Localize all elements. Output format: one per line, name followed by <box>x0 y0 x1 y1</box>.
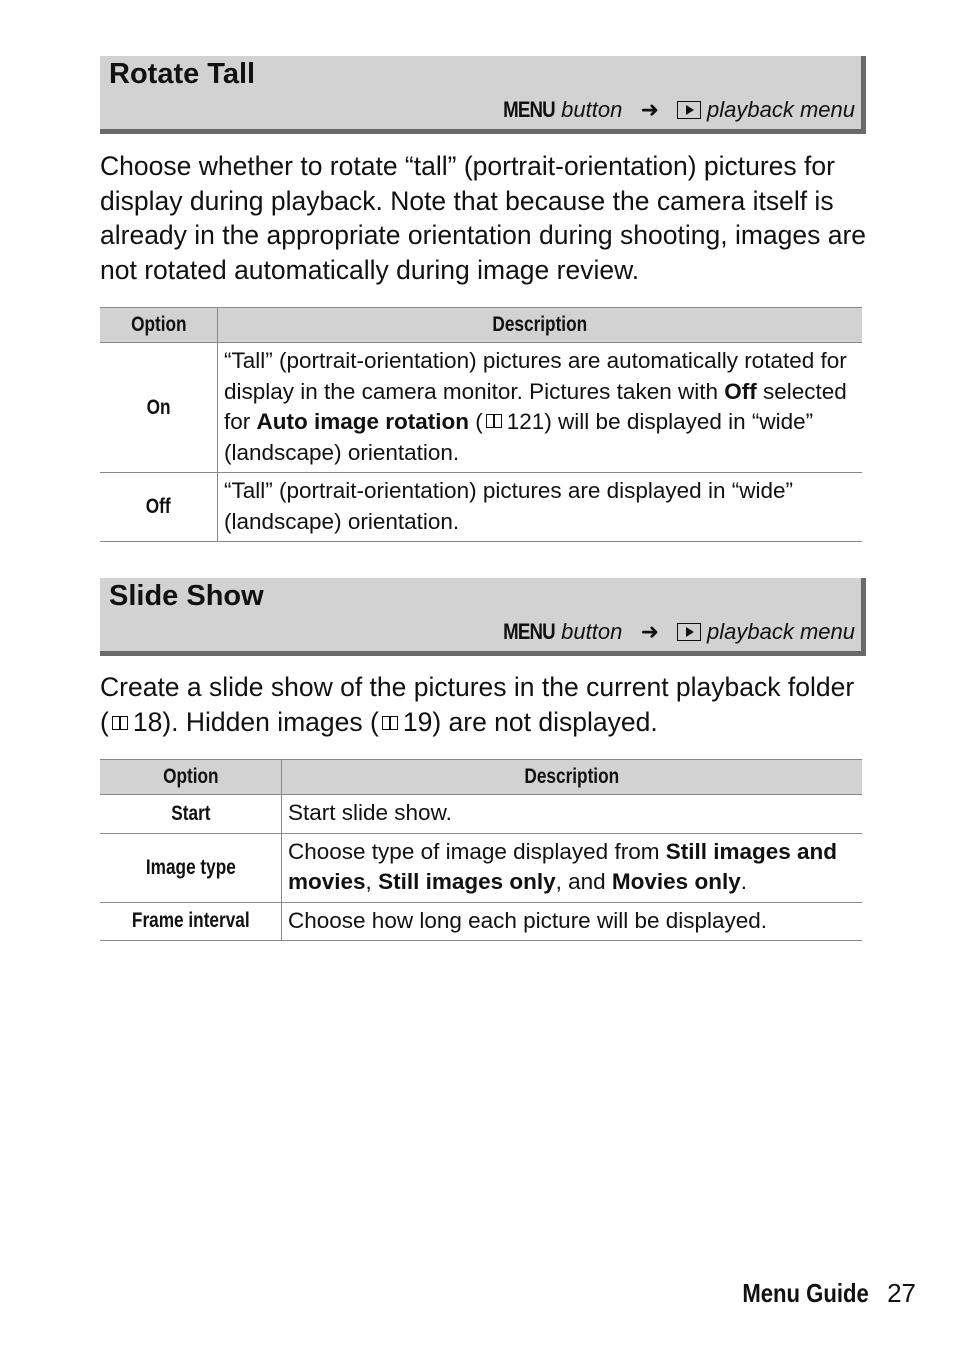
page-reference-icon <box>111 716 131 732</box>
table-header-row <box>100 308 862 343</box>
table-row <box>100 902 862 941</box>
table-row <box>100 833 862 902</box>
page-footer <box>720 1278 916 1309</box>
option-name: Frame interval <box>100 902 282 941</box>
menu-path <box>494 619 855 645</box>
footer-guide-label: Menu Guide <box>742 1278 870 1308</box>
page-number: 27 <box>887 1278 916 1308</box>
arrow-icon: ➜ <box>640 619 659 644</box>
menu-key-label: MENU <box>503 97 556 122</box>
menu-destination: playback menu <box>707 619 855 644</box>
option-description: Choose how long each picture will be displayed. <box>282 902 863 941</box>
section-title: Slide Show <box>109 580 264 612</box>
arrow-icon: ➜ <box>640 97 659 122</box>
option-description: “Tall” (portrait-orientation) pictures are automatically rotated for display in the camera monitor. Pictures taken with Off selected for Auto image rotation ( 121) will be displayed in “wide” (landscape) orientation. <box>218 343 863 473</box>
menu-word: button <box>561 97 623 122</box>
table-row <box>100 343 862 473</box>
option-description: Choose type of image displayed from Still images and movies, Still images only, and Movies only. <box>282 833 863 902</box>
slide-show-intro: Create a slide show of the pictures in the current playback folder ( 18). Hidden images ( 19) are not displayed. <box>100 672 855 737</box>
slide-show-header <box>100 578 866 656</box>
slide-show-table <box>100 759 862 941</box>
option-name: Off <box>100 473 218 542</box>
table-row <box>100 473 862 542</box>
option-description: Start slide show. <box>282 795 863 834</box>
page-reference-icon <box>381 716 401 732</box>
section-title: Rotate Tall <box>109 58 256 90</box>
menu-path <box>494 97 855 123</box>
description-header: Description <box>218 308 863 343</box>
page-reference-icon <box>485 414 505 430</box>
table-header-row <box>100 760 862 795</box>
rotate-tall-header <box>100 56 866 134</box>
playback-icon <box>677 101 701 119</box>
option-name: Image type <box>100 833 282 902</box>
rotate-tall-table <box>100 307 862 542</box>
playback-icon <box>677 623 701 641</box>
table-row <box>100 795 862 834</box>
option-header: Option <box>100 308 218 343</box>
menu-destination: playback menu <box>707 97 855 122</box>
option-header: Option <box>100 760 282 795</box>
description-header: Description <box>282 760 863 795</box>
menu-key-label: MENU <box>503 619 556 644</box>
menu-word: button <box>561 619 623 644</box>
rotate-tall-intro: Choose whether to rotate “tall” (portrait-orientation) pictures for display during playback. Note that because the camera itself is already in the appropriate orientation during shooting, images are not rotated automatically during image review. <box>100 151 867 285</box>
option-description: “Tall” (portrait-orientation) pictures are displayed in “wide” (landscape) orientation. <box>218 473 863 542</box>
option-name: On <box>100 343 218 473</box>
option-name: Start <box>100 795 282 834</box>
